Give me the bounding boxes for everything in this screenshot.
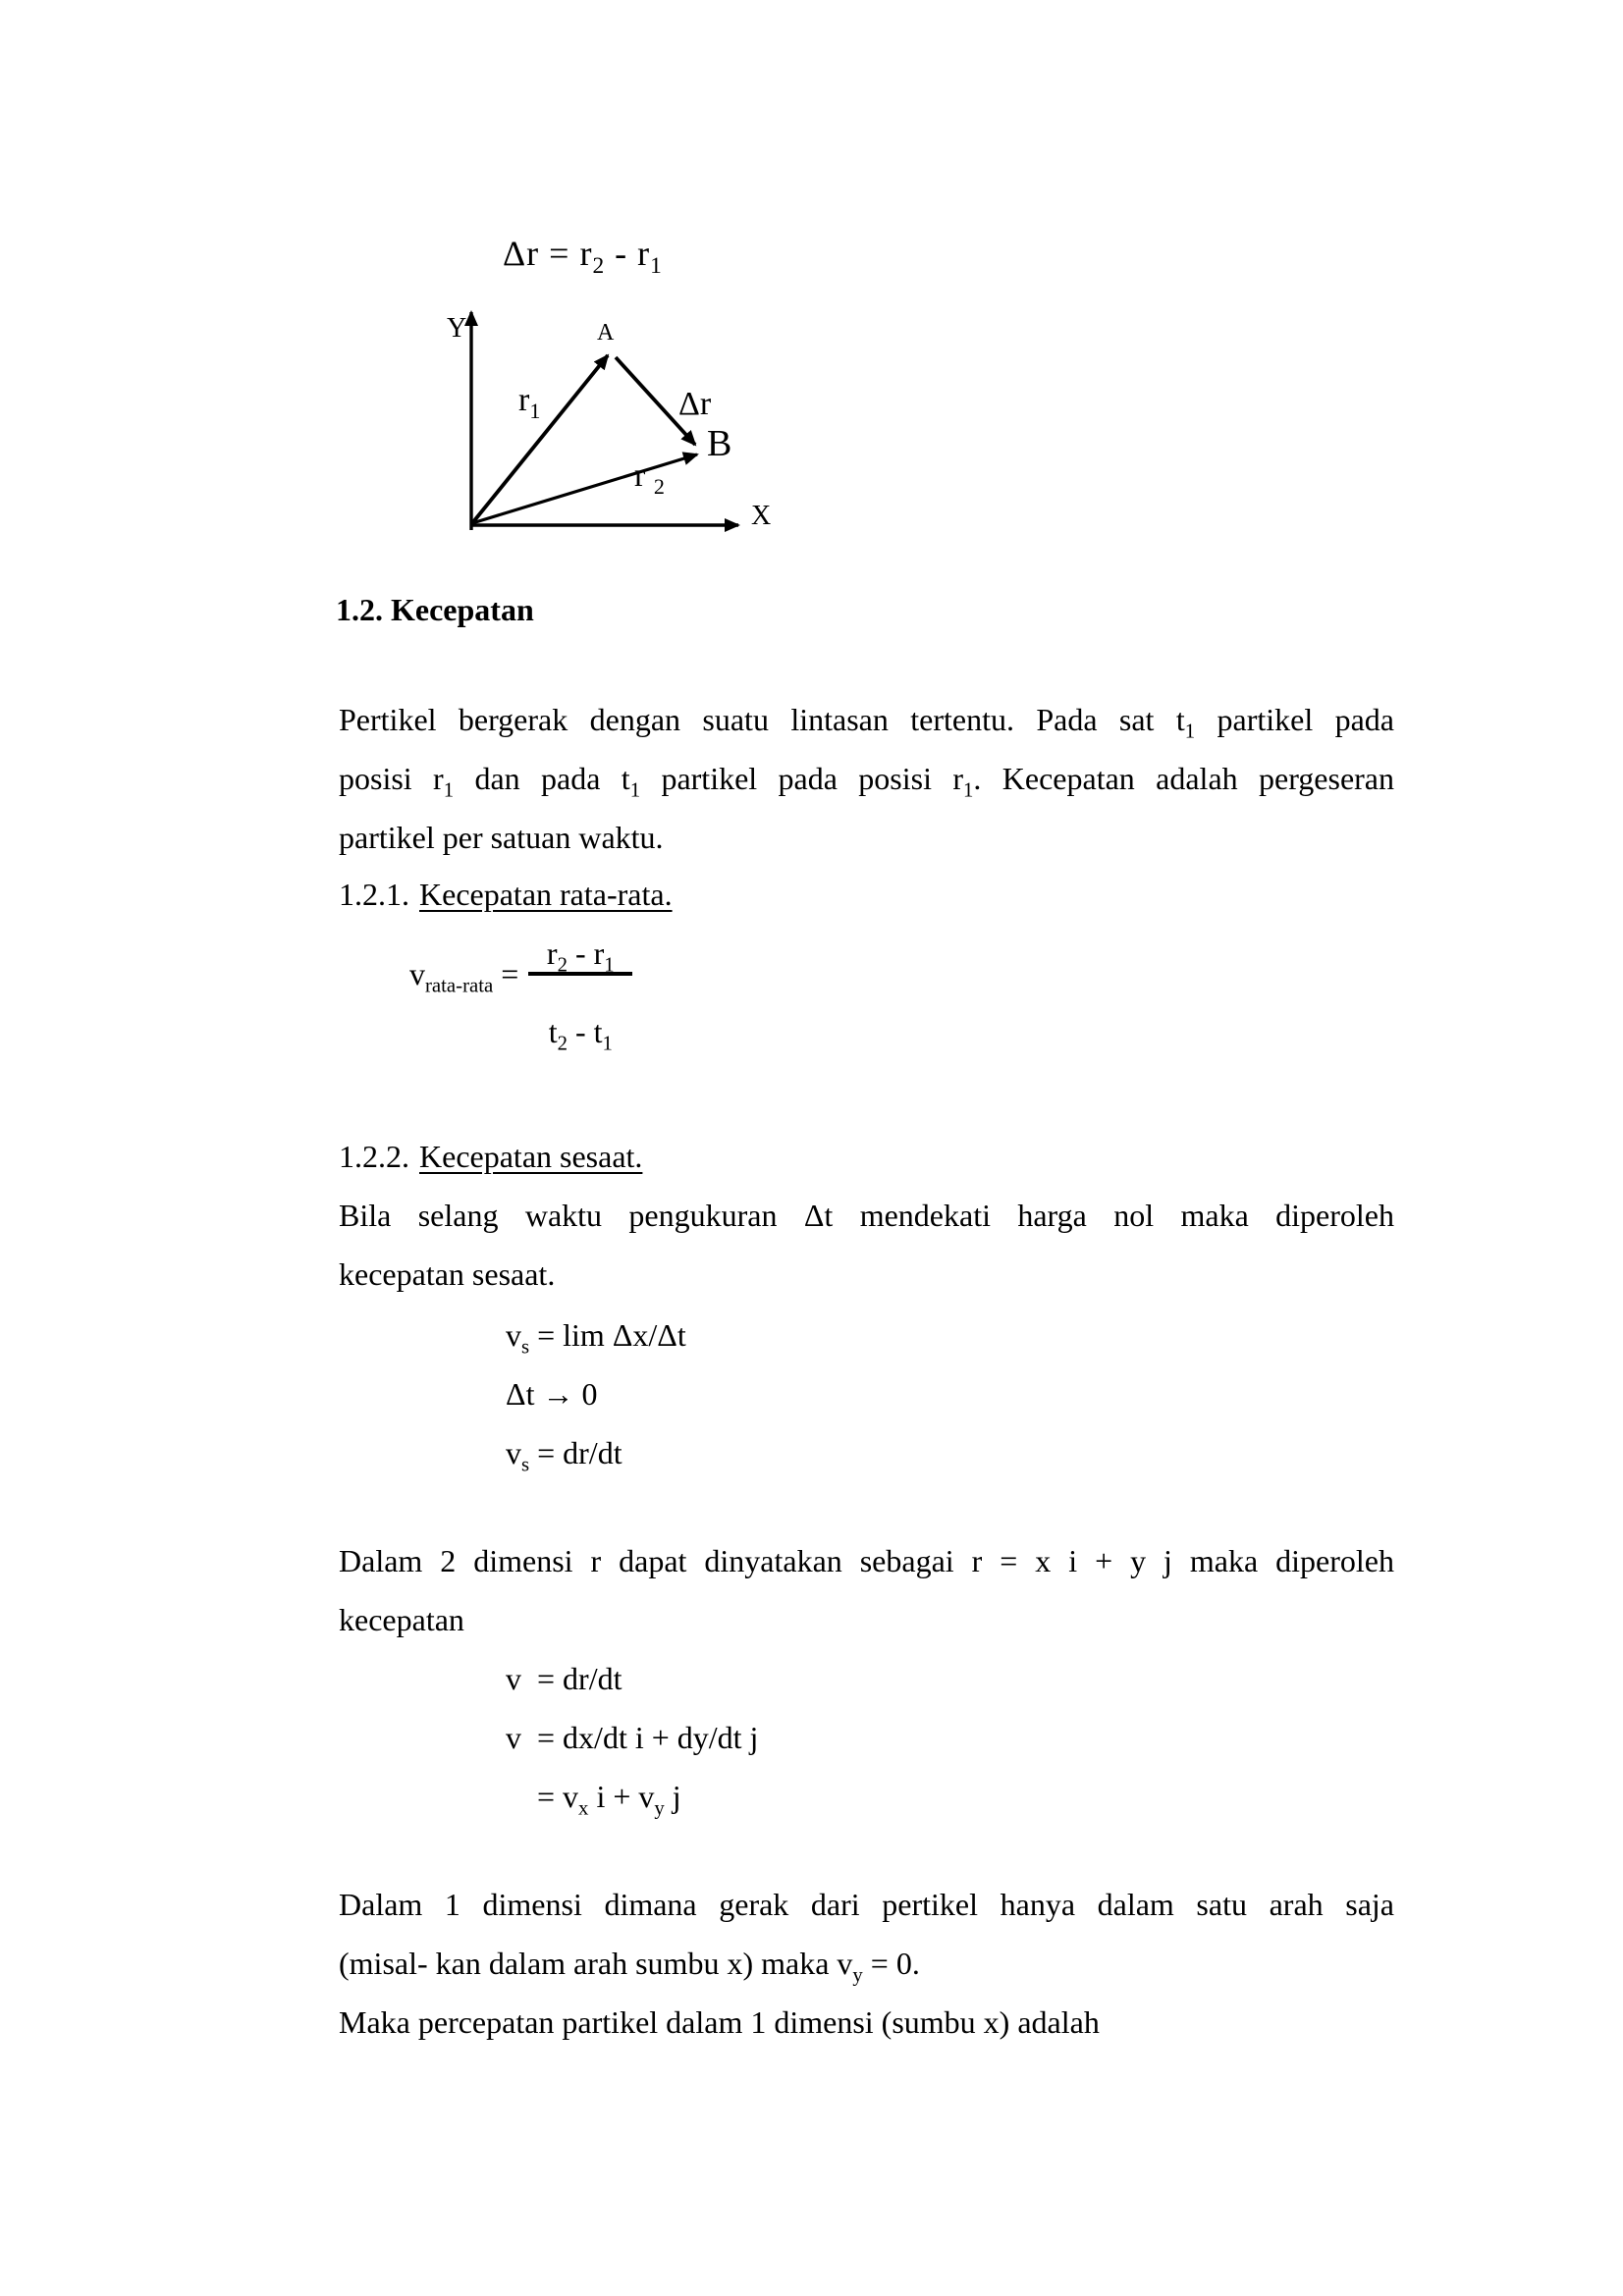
paragraph-intro — [339, 690, 1394, 867]
paragraph-1d-line-1: Dalam 1 dimensi dimana gerak dari pertikel hanya dalam satu arah saja — [339, 1887, 1394, 1922]
paragraph-1d-line-3: Maka percepatan partikel dalam 1 dimensi (sumbu x) adalah — [339, 2004, 1100, 2040]
formulas-2d — [506, 1649, 758, 1826]
formulas-sesaat — [506, 1306, 686, 1482]
paragraph-sesaat — [339, 1186, 1394, 1304]
fraction — [528, 934, 632, 1055]
x-axis-label: X — [751, 501, 772, 531]
paragraph-2d-line-2: kecepatan — [339, 1602, 464, 1637]
vector-r1 — [472, 355, 608, 523]
vector-r2-label: r $_2$ — [634, 457, 665, 499]
formula-vs-drdt: $v_s = dr/dt$ — [506, 1435, 622, 1476]
y-axis-label: Y — [447, 313, 467, 344]
formula-v-components: v = dx/dt i + dy/dt j — [506, 1720, 759, 1755]
subsection-heading-sesaat — [339, 1127, 642, 1186]
paragraph-intro-line-1: Pertikel bergerak dengan suatu lintasan tertentu. Pada sat $t_1$ partikel pada — [339, 702, 1395, 743]
fraction-denominator: $t_2 - t_1$ — [548, 1014, 613, 1055]
subsection-title: Kecepatan sesaat. — [419, 1139, 643, 1174]
paragraph-1d-line-2: (misal- kan dalam arah sumbu x) maka $v_y = 0$. — [339, 1946, 920, 1987]
vector-diagram — [412, 294, 785, 550]
displacement-formula: $\Delta r = r_2 - r_1$ — [503, 234, 663, 280]
formula-lhs: $v_{rata-rata}$ = — [409, 956, 519, 997]
point-a-label: A — [597, 320, 615, 346]
paragraph-1d — [339, 1875, 1394, 2052]
paragraph-2d-line-1: Dalam 2 dimensi r dapat dinyatakan sebagai r = x i + y j maka diperoleh — [339, 1543, 1394, 1578]
formula-v-drdt: v = dr/dt — [506, 1661, 622, 1696]
formula-dt-to-zero: Δt → 0 — [506, 1376, 598, 1412]
subsection-number: 1.2.1. — [339, 877, 409, 912]
subsection-title: Kecepatan rata-rata. — [419, 877, 673, 912]
subsection-number: 1.2.2. — [339, 1139, 409, 1174]
paragraph-2d — [339, 1531, 1394, 1649]
paragraph-intro-line-3: partikel per satuan waktu. — [339, 820, 664, 855]
vector-delta-r-label: Δr — [678, 386, 712, 422]
paragraph-intro-line-2: posisi $r_1$ dan pada $t_1$ partikel pada posisi $r_1$. Kecepatan adalah pergeseran — [339, 761, 1395, 802]
point-b-label: B — [707, 423, 732, 464]
paragraph-sesaat-line-1: Bila selang waktu pengukuran Δt mendekati harga nol maka diperoleh — [339, 1198, 1394, 1233]
average-velocity-formula — [409, 934, 632, 1055]
section-heading-kecepatan: 1.2. Kecepatan — [336, 592, 534, 627]
formula-vx-vy: = $v_x$ $i + v_y$ j — [506, 1779, 681, 1820]
fraction-numerator: $r_2 - r_1$ — [528, 934, 632, 976]
formula-vs-lim: $v_s = \lim \Delta x/\Delta t$ — [506, 1317, 686, 1359]
paragraph-sesaat-line-2: kecepatan sesaat. — [339, 1256, 556, 1292]
subsection-heading-rata-rata — [339, 865, 673, 924]
vector-r1-label: $r_1$ — [518, 382, 541, 423]
